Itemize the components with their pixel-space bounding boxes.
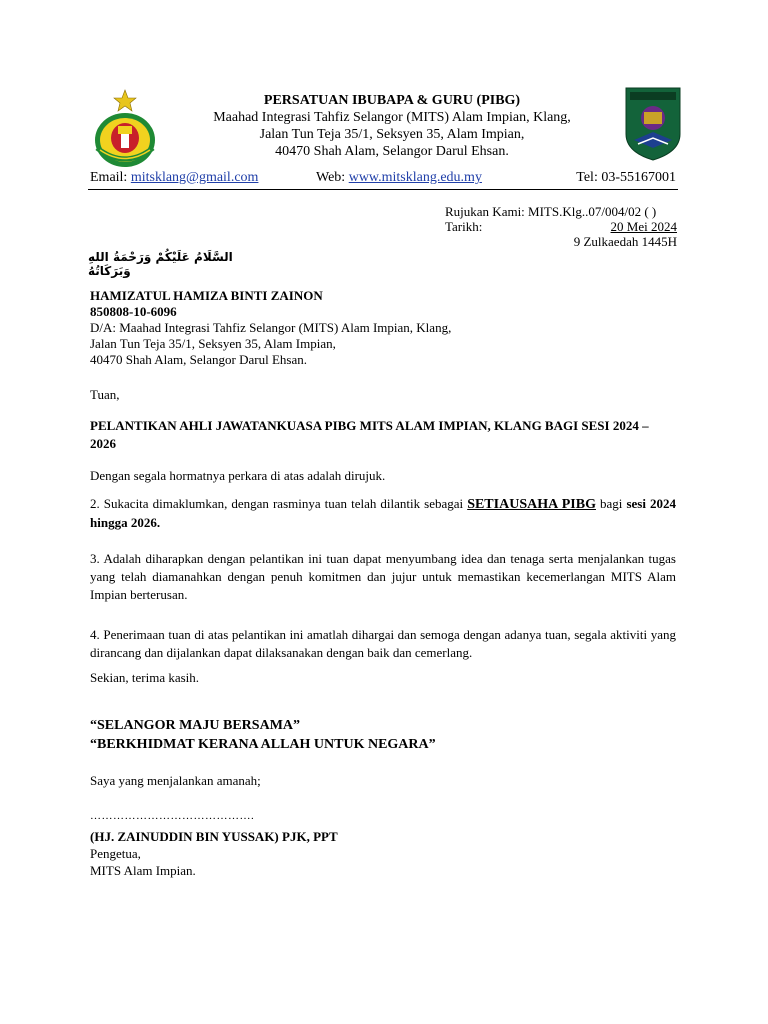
letterhead-block <box>170 92 614 160</box>
motto-1: “SELANGOR MAJU BERSAMA” <box>90 718 301 733</box>
web-label: Web: <box>316 170 346 185</box>
org-address-line-2: Jalan Tun Teja 35/1, Seksyen 35, Alam Impian, <box>259 127 525 142</box>
org-name: PERSATUAN IBUBAPA & GURU (PIBG) <box>263 93 521 108</box>
recipient-ic: 850808-10-6096 <box>90 304 177 319</box>
recipient-address-line-3: 40470 Shah Alam, Selangor Darul Ehsan. <box>90 352 307 367</box>
paragraph-2 <box>90 495 676 532</box>
selangor-crest-logo <box>92 88 158 170</box>
ref-label: Rujukan Kami: <box>445 204 525 219</box>
appointed-role: SETIAUSAHA PIBG <box>467 497 596 512</box>
signatory-name: (HJ. ZAINUDDIN BIN YUSSAK) PJK, PPT <box>90 829 338 844</box>
tel-number: Tel: 03-55167001 <box>576 170 676 185</box>
org-address-line-1: Maahad Integrasi Tahfiz Selangor (MITS) Alam Impian, Klang, <box>213 110 571 125</box>
reference-block <box>445 204 677 249</box>
paragraph-2-text: 2. Sukacita dimaklumkan, dengan rasminya tuan telah dilantik sebagai <box>90 496 468 511</box>
motto-2: “BERKHIDMAT KERANA ALLAH UNTUK NEGARA” <box>90 737 436 752</box>
closing-line: Sekian, terima kasih. <box>90 670 200 685</box>
paragraph-4: 4. Penerimaan tuan di atas pelantikan ini amatlah dihargai dan semoga dengan adanya tuan, segala aktiviti yang dirancang dan dijalankan dapat dilaksanakan dengan baik dan cemerlang. <box>90 627 676 660</box>
recipient-block <box>90 288 690 368</box>
email-label: Email: <box>90 170 128 185</box>
signatory-block <box>90 828 338 879</box>
date-label: Tarikh: <box>445 219 483 234</box>
session-period: sesi 2024 hingga 2026. <box>90 496 676 530</box>
org-address-line-3: 40470 Shah Alam, Selangor Darul Ehsan. <box>275 144 509 159</box>
paragraph-3: 3. Adalah diharapkan dengan pelantikan ini tuan dapat menyumbang idea dan tenaga serta menjalankan tugas yang telah diamanahkan dengan penuh komitmen dan jujur untuk memastikan kecemerlangan MITS Alam Impian berterusan. <box>90 551 676 602</box>
recipient-address-line-2: Jalan Tun Teja 35/1, Seksyen 35, Alam Impian, <box>90 336 336 351</box>
web-link[interactable]: www.mitsklang.edu.my <box>348 170 482 185</box>
date-value: 20 Mei 2024 <box>610 219 677 234</box>
signature-dots: ……………………………………. <box>90 810 255 822</box>
signatory-title: Pengetua, <box>90 846 141 861</box>
paragraph-1: Dengan segala hormatnya perkara di atas adalah dirujuk. <box>90 468 386 483</box>
hijri-date: 9 Zulkaedah 1445H <box>573 234 677 249</box>
signature-intro: Saya yang menjalankan amanah; <box>90 773 261 788</box>
signatory-org: MITS Alam Impian. <box>90 863 196 878</box>
email-link[interactable]: mitsklang@gmail.com <box>130 170 259 185</box>
recipient-name: HAMIZATUL HAMIZA BINTI ZAINON <box>90 288 323 303</box>
arabic-salam: السَّلَامُ عَلَيْكُمْ وَرَحْمَةُ اللهِ وَبَرَكَاتُهُ <box>88 250 233 278</box>
paragraph-2-mid: bagi <box>595 496 627 511</box>
motto-block <box>90 716 436 754</box>
mits-shield-logo <box>624 86 682 162</box>
header-divider <box>88 189 678 190</box>
subject-line: PELANTIKAN AHLI JAWATANKUASA PIBG MITS ALAM IMPIAN, KLANG BAGI SESI 2024 – 2026 <box>90 418 649 451</box>
greeting: Tuan, <box>90 387 120 402</box>
ref-value: MITS.Klg..07/004/02 ( ) <box>528 204 657 219</box>
recipient-address-line-1: D/A: Maahad Integrasi Tahfiz Selangor (MITS) Alam Impian, Klang, <box>90 320 452 335</box>
contact-line <box>90 170 676 188</box>
